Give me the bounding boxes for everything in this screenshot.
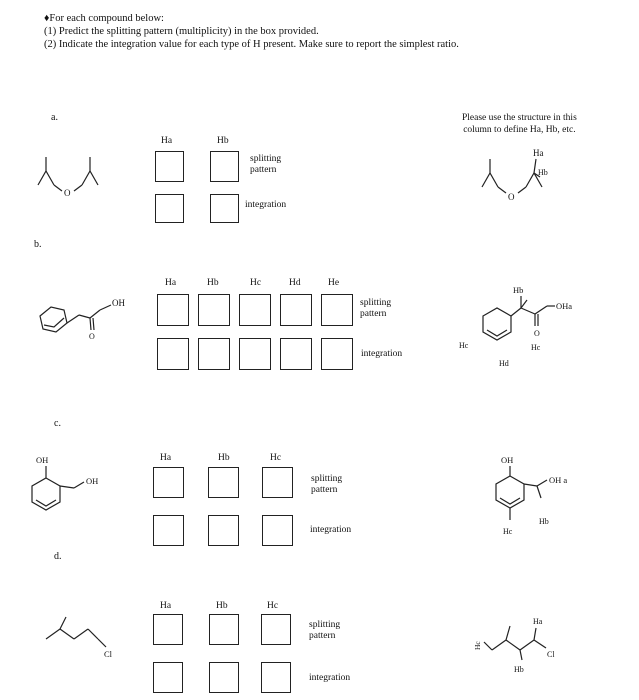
problem-c-header-hb: Hb (218, 453, 230, 463)
problem-b-splitting-box-hd[interactable] (280, 294, 312, 326)
instruction-line-3: (2) Indicate the integration value for each type of H present. Make sure to report the simplest ratio. (44, 39, 459, 50)
problem-b-integration-label: integration (361, 349, 403, 359)
problem-b-carbonyl-o: O (89, 332, 95, 341)
problem-c-splitting-box-ha[interactable] (153, 467, 184, 498)
problem-c-integration-label: integration (310, 525, 352, 535)
problem-b-splitting-label: splitting pattern (360, 298, 392, 319)
problem-b-reference-structure (455, 278, 595, 378)
problem-b-splitting-box-ha[interactable] (157, 294, 189, 326)
problem-a-integration-box-hb[interactable] (210, 194, 239, 223)
problem-d-header-hc: Hc (267, 601, 279, 611)
problem-c-splitting-box-hb[interactable] (208, 467, 239, 498)
problem-b-header-hc: Hc (250, 278, 262, 288)
ref-d-ha-label: Ha (533, 617, 543, 626)
problem-d-header-hb: Hb (216, 601, 228, 611)
problem-a-splitting-box-hb[interactable] (210, 151, 239, 182)
problem-a-reference-structure (474, 145, 564, 205)
problem-b-integration-box-hc[interactable] (239, 338, 271, 370)
problem-c-oh-benzylic: OH (86, 476, 99, 486)
problem-b-header-hb: Hb (207, 278, 219, 288)
ref-a-oxygen: O (508, 192, 515, 202)
problem-c-label: c. (54, 418, 61, 429)
instruction-line-1: ♦For each compound below: (44, 13, 164, 24)
ref-b-carbonyl-o: O (534, 329, 540, 338)
ref-b-hb-label: Hb (513, 285, 524, 295)
problem-d-molecule (40, 615, 130, 665)
ref-b-hc-right: Hc (531, 343, 541, 352)
ref-d-hc-label: Hc (473, 641, 482, 650)
ref-b-hd-label: Hd (499, 359, 509, 368)
problem-b-integration-box-hb[interactable] (198, 338, 230, 370)
problem-c-reference-structure (495, 452, 595, 547)
problem-b-integration-box-hd[interactable] (280, 338, 312, 370)
problem-c-integration-box-ha[interactable] (153, 515, 184, 546)
oxygen-atom: O (64, 188, 71, 198)
problem-b-molecule (34, 285, 144, 350)
problem-b-integration-box-ha[interactable] (157, 338, 189, 370)
problem-c-molecule (34, 452, 124, 532)
problem-d-chlorine: Cl (104, 649, 113, 659)
ref-c-hc-label: Hc (503, 527, 513, 536)
problem-c-oh-phenol: OH (36, 455, 49, 465)
problem-c-integration-box-hc[interactable] (262, 515, 293, 546)
problem-d-integration-box-hc[interactable] (261, 662, 291, 693)
ref-d-chlorine: Cl (547, 650, 555, 659)
problem-c-integration-box-hb[interactable] (208, 515, 239, 546)
problem-a-integration-label: integration (245, 200, 287, 210)
problem-a-integration-box-ha[interactable] (155, 194, 184, 223)
problem-b-integration-box-he[interactable] (321, 338, 353, 370)
problem-b-header-he: He (328, 278, 340, 288)
problem-a-splitting-box-ha[interactable] (155, 151, 184, 182)
problem-c-header-hc: Hc (270, 453, 282, 463)
problem-d-header-ha: Ha (160, 601, 172, 611)
ref-b-hc-left: Hc (459, 341, 469, 350)
diamond-bullet-icon: ♦ (44, 13, 50, 24)
problem-d-integration-box-hb[interactable] (209, 662, 239, 693)
problem-b-label: b. (34, 239, 42, 250)
ref-a-hb-label: Hb (538, 168, 548, 177)
problem-a-splitting-label: splitting pattern (250, 154, 282, 175)
structure-column-note: Please use the structure in this column to define Ha, Hb, etc. (462, 113, 577, 135)
problem-d-reference-structure (470, 612, 580, 684)
problem-b-splitting-box-hb[interactable] (198, 294, 230, 326)
problem-a-label: a. (51, 112, 58, 123)
problem-d-splitting-box-hc[interactable] (261, 614, 291, 645)
problem-b-header-hd: Hd (289, 278, 301, 288)
instruction-line-2: (1) Predict the splitting pattern (multiplicity) in the box provided. (44, 26, 319, 37)
ref-d-hb-label: Hb (514, 665, 524, 674)
ref-c-oh-phenol: OH (501, 455, 514, 465)
problem-b-header-ha: Ha (165, 278, 177, 288)
problem-d-splitting-box-hb[interactable] (209, 614, 239, 645)
problem-d-splitting-box-ha[interactable] (153, 614, 183, 645)
ref-a-ha-label: Ha (533, 148, 544, 158)
problem-d-label: d. (54, 551, 62, 562)
problem-a-molecule (30, 155, 110, 200)
problem-d-splitting-label: splitting pattern (309, 620, 341, 641)
instructions (44, 12, 459, 51)
ref-c-oha-label: OH a (549, 475, 568, 485)
problem-c-header-ha: Ha (160, 453, 172, 463)
problem-d-integration-box-ha[interactable] (153, 662, 183, 693)
problem-d-integration-label: integration (309, 673, 351, 683)
ref-c-hb-label: Hb (539, 517, 549, 526)
problem-b-splitting-box-he[interactable] (321, 294, 353, 326)
problem-b-splitting-box-hc[interactable] (239, 294, 271, 326)
problem-c-splitting-box-hc[interactable] (262, 467, 293, 498)
problem-b-oh: OH (112, 298, 125, 308)
problem-c-splitting-label: splitting pattern (311, 474, 343, 495)
problem-a-header-hb: Hb (217, 136, 229, 146)
problem-a-header-ha: Ha (161, 136, 173, 146)
ref-b-oha-label: OHa (556, 301, 573, 311)
